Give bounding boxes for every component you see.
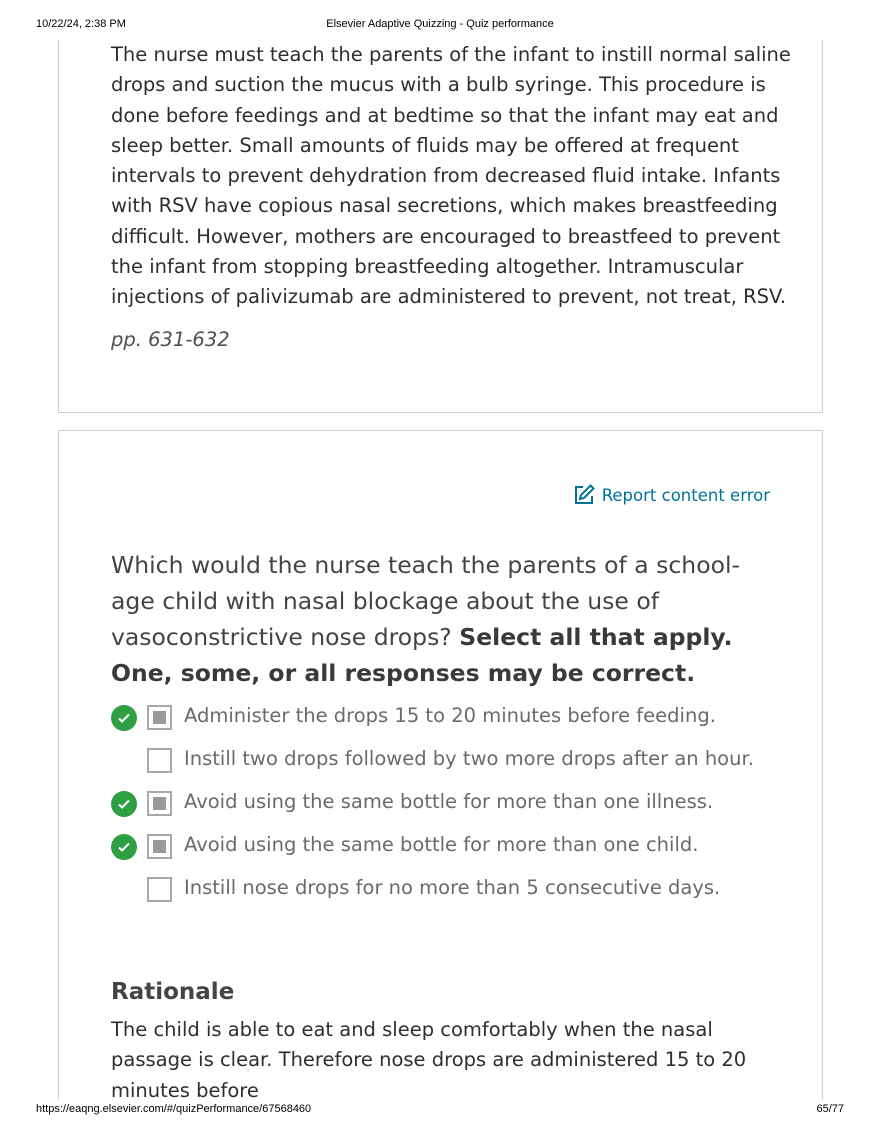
answer-option-label: Avoid using the same bottle for more than one illness. [184, 790, 714, 813]
question-stem: Which would the nurse teach the parents of a school-age child with nasal blockage about the use of vasoconstrictive nose drops? [111, 551, 740, 651]
answer-options [111, 699, 791, 914]
previous-pages-reference: pp. 631-632 [111, 328, 230, 351]
answer-option[interactable] [111, 828, 791, 871]
edit-pencil-icon [572, 483, 596, 507]
answer-checkbox[interactable] [147, 705, 172, 730]
answer-checkbox[interactable] [147, 791, 172, 816]
check-circle-icon [111, 834, 137, 860]
answer-option[interactable] [111, 742, 791, 785]
rationale-text: The child is able to eat and sleep comfortably when the nasal passage is clear. Therefore nose drops are administered 15 to 20 minutes before [111, 1018, 747, 1102]
answer-option[interactable] [111, 785, 791, 828]
report-content-error-link[interactable] [572, 483, 770, 507]
answer-option[interactable] [111, 699, 791, 742]
answer-option-label: Administer the drops 15 to 20 minutes before feeding. [184, 704, 716, 727]
rationale-heading: Rationale [111, 979, 235, 1005]
question-instruction: Select all that apply. One, some, or all responses may be correct. [111, 623, 733, 687]
print-datetime: 10/22/24, 2:38 PM [36, 18, 126, 30]
check-circle-icon [111, 705, 137, 731]
question-text [111, 547, 781, 691]
answer-option-label: Instill nose drops for no more than 5 consecutive days. [184, 876, 721, 899]
print-footer [0, 1103, 880, 1123]
previous-rationale-text: The nurse must teach the parents of the infant to instill normal saline drops and suction the mucus with a bulb syringe. This procedure is done before feedings and at bedtime so that the infant may eat and sleep better. Small amounts of fluids may be offered at frequent intervals to prevent dehydration from decreased fluid intake. Infants with RSV have copious nasal secretions, which makes breastfeeding difficult. However, mothers are encouraged to breastfeed to prevent the infant from stopping breastfeeding altogether. Intramuscular injections of palivizumab are administered to prevent, not treat, RSV. [111, 43, 791, 309]
answer-checkbox[interactable] [147, 748, 172, 773]
question-card [58, 430, 823, 1100]
answer-option-label: Instill two drops followed by two more drops after an hour. [184, 747, 754, 770]
answer-option[interactable] [111, 871, 791, 914]
answer-option-label: Avoid using the same bottle for more than one child. [184, 833, 699, 856]
previous-question-card [58, 40, 823, 413]
check-circle-icon [111, 791, 137, 817]
answer-checkbox[interactable] [147, 877, 172, 902]
answer-checkbox[interactable] [147, 834, 172, 859]
report-content-error-label: Report content error [601, 485, 770, 505]
print-header [0, 18, 880, 38]
print-page-number: 65/77 [816, 1103, 844, 1115]
print-title: Elsevier Adaptive Quizzing - Quiz performance [326, 18, 554, 30]
print-url: https://eaqng.elsevier.com/#/quizPerformance/67568460 [36, 1103, 312, 1115]
